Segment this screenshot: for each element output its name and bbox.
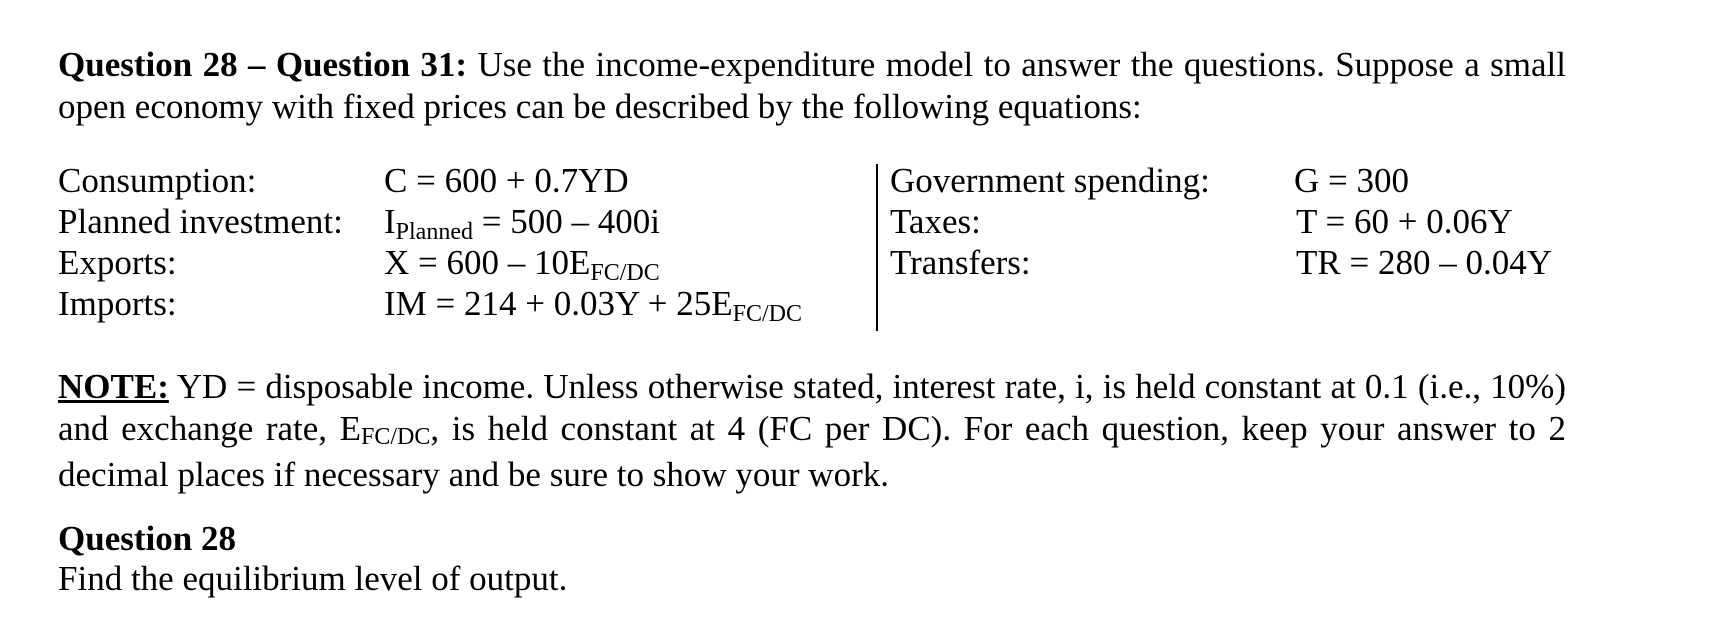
equation-formula xyxy=(384,201,660,247)
equation-transfers xyxy=(874,242,1574,283)
note-paragraph xyxy=(58,366,1566,496)
equation-formula: TR = 280 – 0.04Y xyxy=(1296,243,1552,282)
formula-main: C = 600 + 0.7YD xyxy=(384,161,629,200)
equation-planned-investment xyxy=(58,201,858,245)
equation-label: Consumption: xyxy=(58,161,257,200)
question-heading: Question 28 xyxy=(58,519,236,558)
formula-tail: = 500 – 400i xyxy=(472,202,660,241)
intro-title: Question 28 – Question 31: xyxy=(58,45,468,84)
equation-exports xyxy=(58,242,858,286)
formula-main: IM = 214 + 0.03Y + 25E xyxy=(384,284,733,323)
formula-subscript: FC/DC xyxy=(590,260,660,286)
equation-formula: G = 300 xyxy=(1294,161,1410,200)
formula-subscript: FC/DC xyxy=(732,301,802,327)
equation-label: Planned investment: xyxy=(58,202,343,241)
note-text-b: , is held constant at 4 (FC per DC). For each question, keep your answer to 2 decimal places if necessary and be sure to show your work. xyxy=(58,409,1566,494)
equation-formula xyxy=(384,242,660,288)
formula-main: I xyxy=(384,202,396,241)
formula-main: X = 600 – 10E xyxy=(384,243,591,282)
equation-label: Government spending: xyxy=(890,161,1210,200)
note-label: NOTE: xyxy=(58,367,169,406)
equation-taxes xyxy=(874,201,1574,242)
equation-formula: T = 60 + 0.06Y xyxy=(1296,202,1513,241)
equations-left-column xyxy=(58,160,858,327)
question-body: Find the equilibrium level of output. xyxy=(58,559,568,598)
intro-text: Use the income-expenditure model to answer the questions. Suppose a small open economy with fixed prices can be described by the following equations: xyxy=(58,45,1566,126)
note-subscript: FC/DC xyxy=(361,424,431,450)
equation-government-spending xyxy=(874,160,1574,201)
equation-imports xyxy=(58,283,858,327)
equations-right-column xyxy=(874,160,1574,283)
equation-label: Imports: xyxy=(58,284,177,323)
equation-label: Exports: xyxy=(58,243,177,282)
equation-label: Taxes: xyxy=(890,202,981,241)
equations-block xyxy=(58,160,1566,335)
intro-paragraph xyxy=(58,44,1566,128)
document-page xyxy=(58,44,1566,598)
equation-formula xyxy=(384,160,629,201)
equation-formula xyxy=(384,283,802,329)
formula-subscript: Planned xyxy=(395,219,473,245)
note-text-a: YD = disposable income. Unless otherwise stated, interest rate, i, is held constant at 0.1 (i.e., 10%) and exchange rate, E xyxy=(58,367,1566,448)
equation-consumption xyxy=(58,160,858,201)
equation-label: Transfers: xyxy=(890,243,1031,282)
